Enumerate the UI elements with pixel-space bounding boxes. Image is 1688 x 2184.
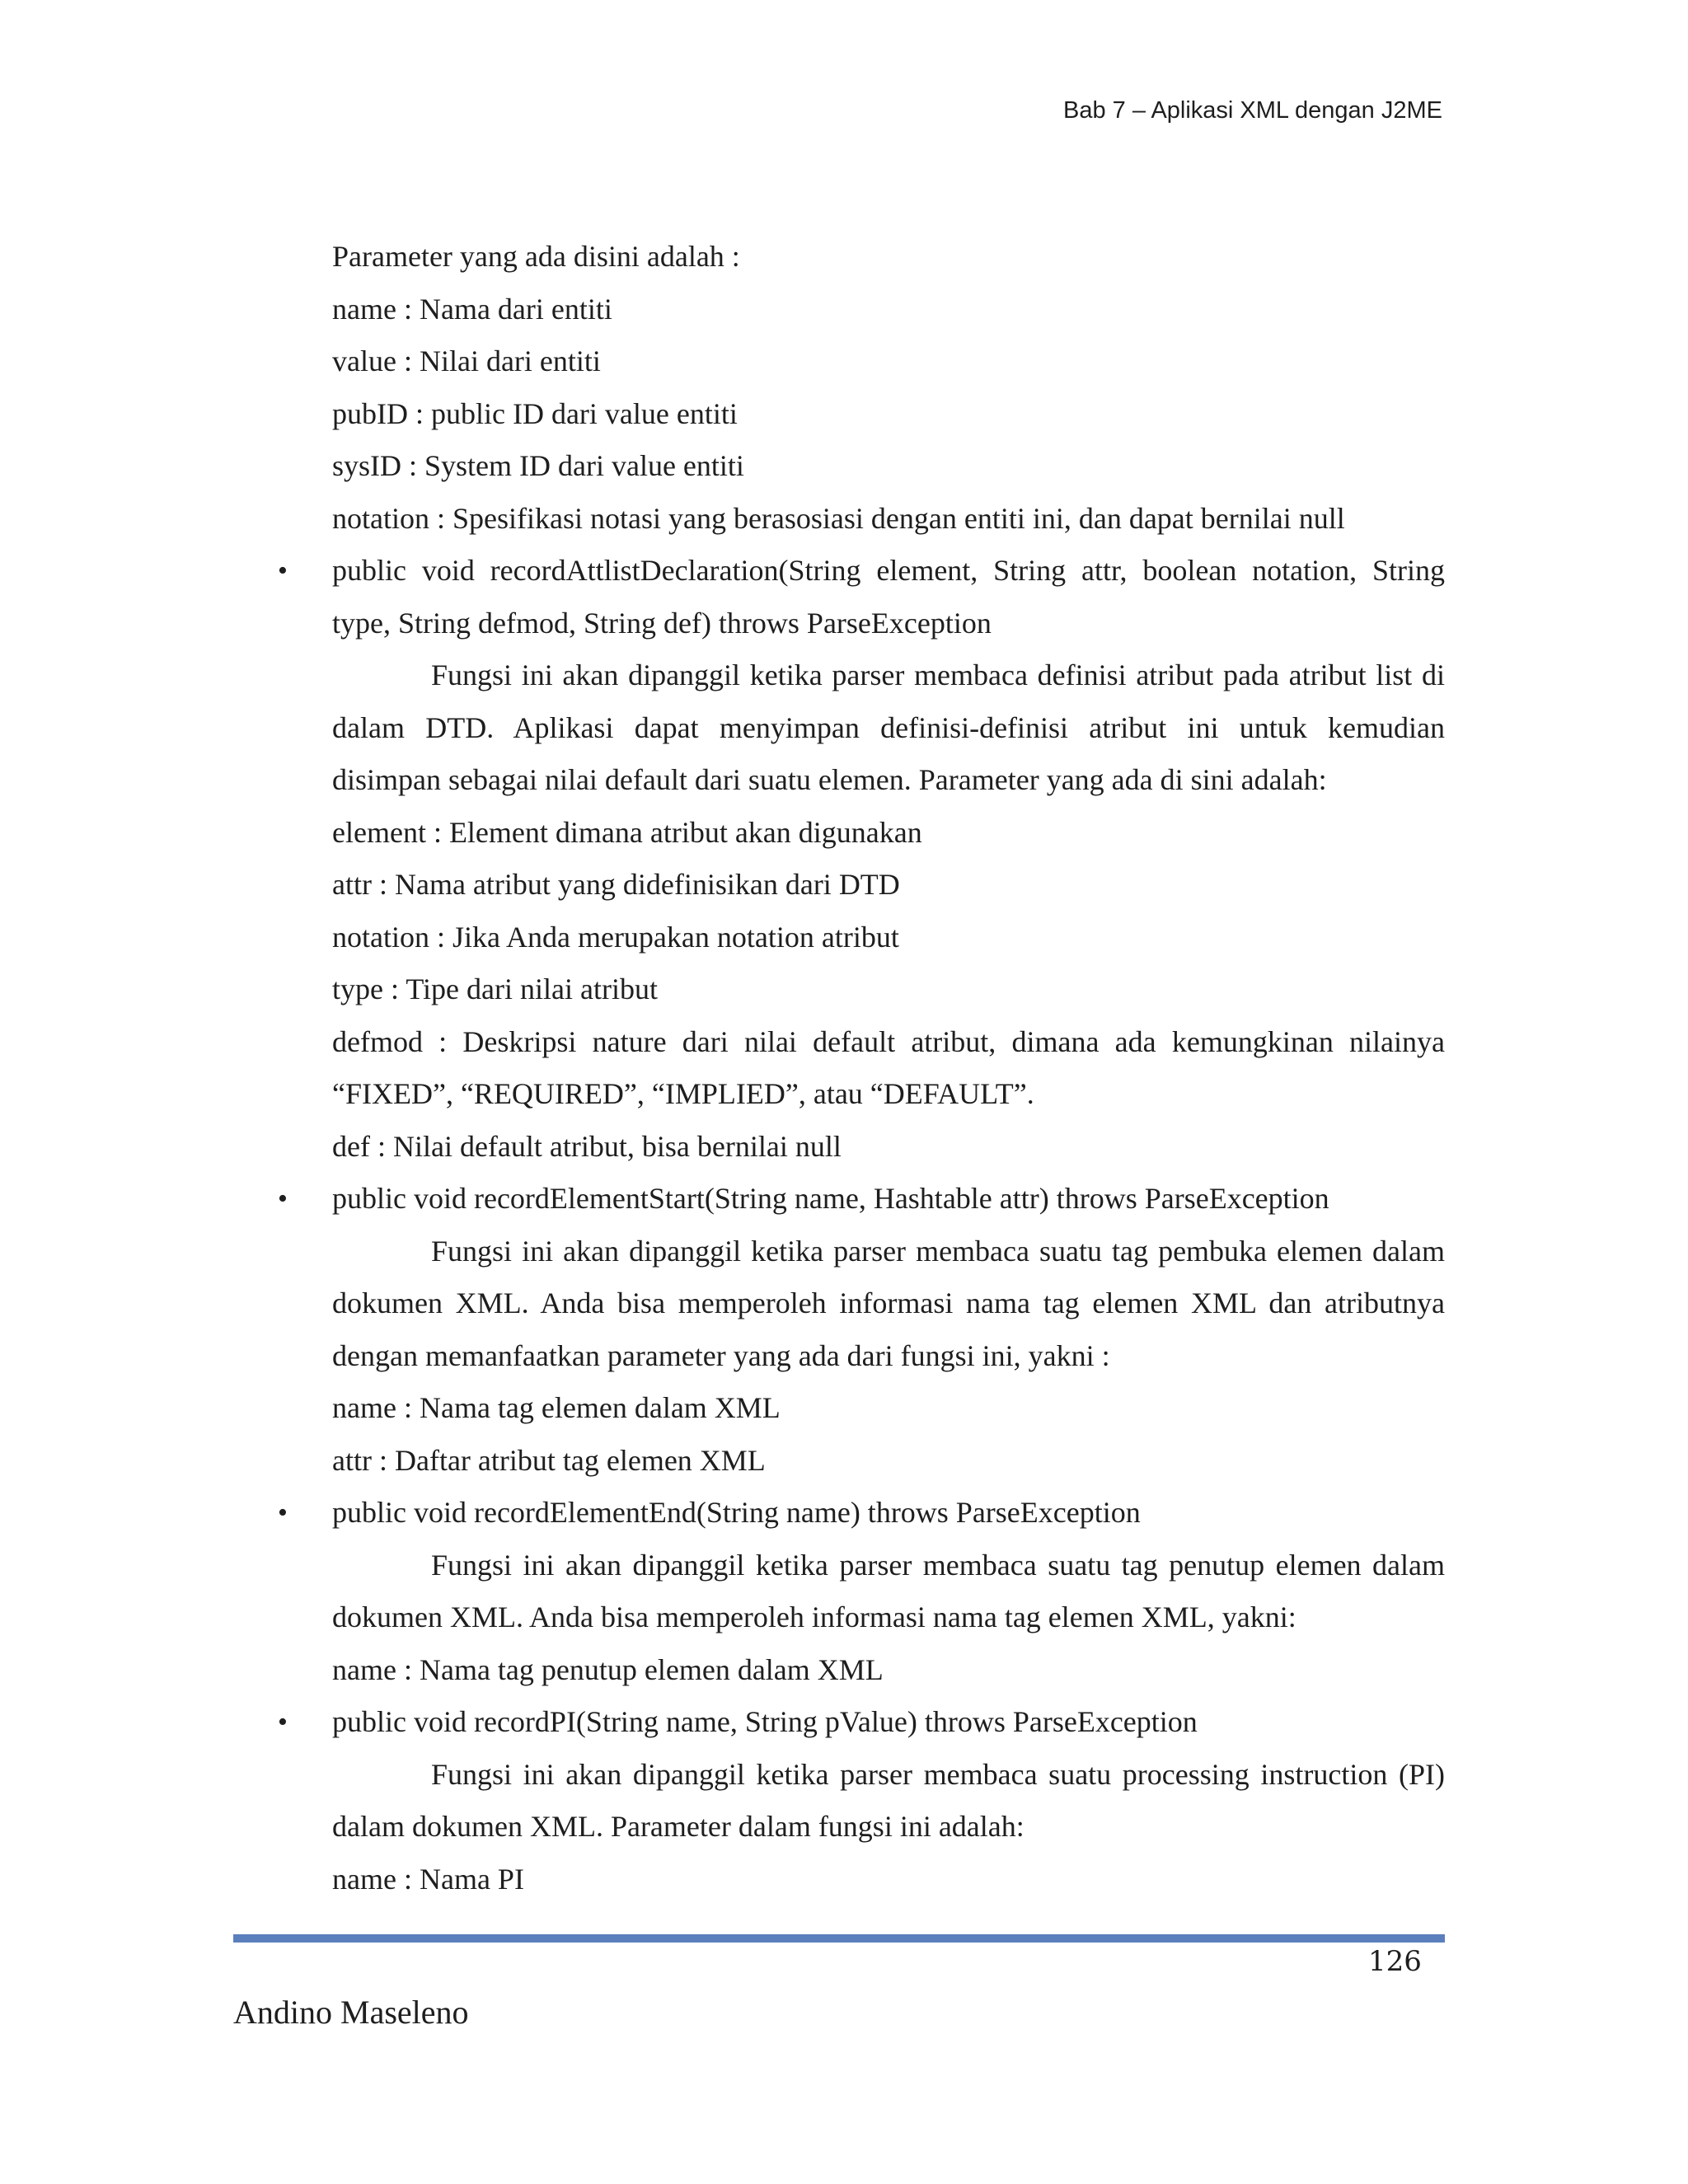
method-signature-attlist <box>278 545 1445 598</box>
bullet-icon: • <box>278 1497 288 1528</box>
parameter-line: pubID : public ID dari value entiti <box>332 396 738 430</box>
parameter-line: name : Nama tag elemen dalam XML <box>332 1391 781 1424</box>
parameter-line: sysID : System ID dari value entiti <box>332 449 744 482</box>
paragraph-line: dalam DTD. Aplikasi dapat menyimpan definisi-definisi atribut ini untuk kemudian <box>332 710 1445 744</box>
parameter-line: name : Nama tag penutup elemen dalam XML <box>332 1652 884 1686</box>
parameter-line: notation : Spesifikasi notasi yang berasosiasi dengan entiti ini, dan dapat bernilai null <box>332 501 1345 535</box>
bullet-icon: • <box>278 555 288 586</box>
paragraph-line: Fungsi ini akan dipanggil ketika parser membaca suatu tag pembuka elemen dalam <box>431 1234 1445 1268</box>
paragraph-line: Fungsi ini akan dipanggil ketika parser membaca suatu tag penutup elemen dalam <box>431 1548 1445 1582</box>
running-header: Bab 7 – Aplikasi XML dengan J2ME <box>1063 97 1442 124</box>
method-signature-element-start <box>278 1173 1445 1226</box>
text-line: Parameter yang ada disini adalah : <box>332 240 740 273</box>
parameter-line: name : Nama PI <box>332 1862 524 1896</box>
parameter-line: name : Nama dari entiti <box>332 292 612 326</box>
parameter-line: def : Nilai default atribut, bisa bernilai null <box>332 1129 842 1163</box>
parameter-line: attr : Daftar atribut tag elemen XML <box>332 1443 766 1477</box>
parameter-line: value : Nilai dari entiti <box>332 344 601 377</box>
paragraph-line: dengan memanfaatkan parameter yang ada dari fungsi ini, yakni : <box>332 1338 1110 1372</box>
text-line: public void recordElementStart(String name, Hashtable attr) throws ParseException <box>332 1182 1329 1215</box>
parameter-line: defmod : Deskripsi nature dari nilai default atribut, dimana ada kemungkinan nilainya <box>332 1024 1445 1058</box>
paragraph-line: dokumen XML. Anda bisa memperoleh informasi nama tag elemen XML dan atributnya <box>332 1286 1445 1319</box>
paragraph-line: disimpan sebagai nilai default dari suatu elemen. Parameter yang ada di sini adalah: <box>332 763 1327 796</box>
parameter-line: notation : Jika Anda merupakan notation atribut <box>332 920 899 954</box>
method-signature-element-end <box>278 1487 1445 1540</box>
parameter-line: “FIXED”, “REQUIRED”, “IMPLIED”, atau “DEFAULT”. <box>332 1077 1034 1110</box>
text-line: public void recordPI(String name, String pValue) throws ParseException <box>332 1705 1198 1738</box>
parameter-line: element : Element dimana atribut akan digunakan <box>332 815 922 849</box>
parameter-line: attr : Nama atribut yang didefinisikan dari DTD <box>332 868 900 901</box>
paragraph-line: dalam dokumen XML. Parameter dalam fungsi ini adalah: <box>332 1810 1025 1843</box>
text-line: public void recordElementEnd(String name) throws ParseException <box>332 1496 1141 1529</box>
parameter-line: type : Tipe dari nilai atribut <box>332 972 658 1005</box>
text-line: type, String defmod, String def) throws ParseException <box>332 606 992 640</box>
footer-rule <box>233 1934 1445 1943</box>
page-body <box>278 231 1445 1905</box>
page-number: 126 <box>1368 1945 1422 1978</box>
text-line: public void recordAttlistDeclaration(String element, String attr, boolean notation, String <box>332 554 1445 587</box>
method-signature-pi <box>278 1696 1445 1749</box>
paragraph-line: Fungsi ini akan dipanggil ketika parser membaca definisi atribut pada atribut list di <box>431 658 1445 691</box>
author-name: Andino Maseleno <box>233 1994 469 2031</box>
paragraph-line: Fungsi ini akan dipanggil ketika parser membaca suatu processing instruction (PI) <box>431 1757 1445 1791</box>
bullet-icon: • <box>278 1183 288 1214</box>
bullet-icon: • <box>278 1707 288 1737</box>
paragraph-line: dokumen XML. Anda bisa memperoleh informasi nama tag elemen XML, yakni: <box>332 1601 1296 1633</box>
